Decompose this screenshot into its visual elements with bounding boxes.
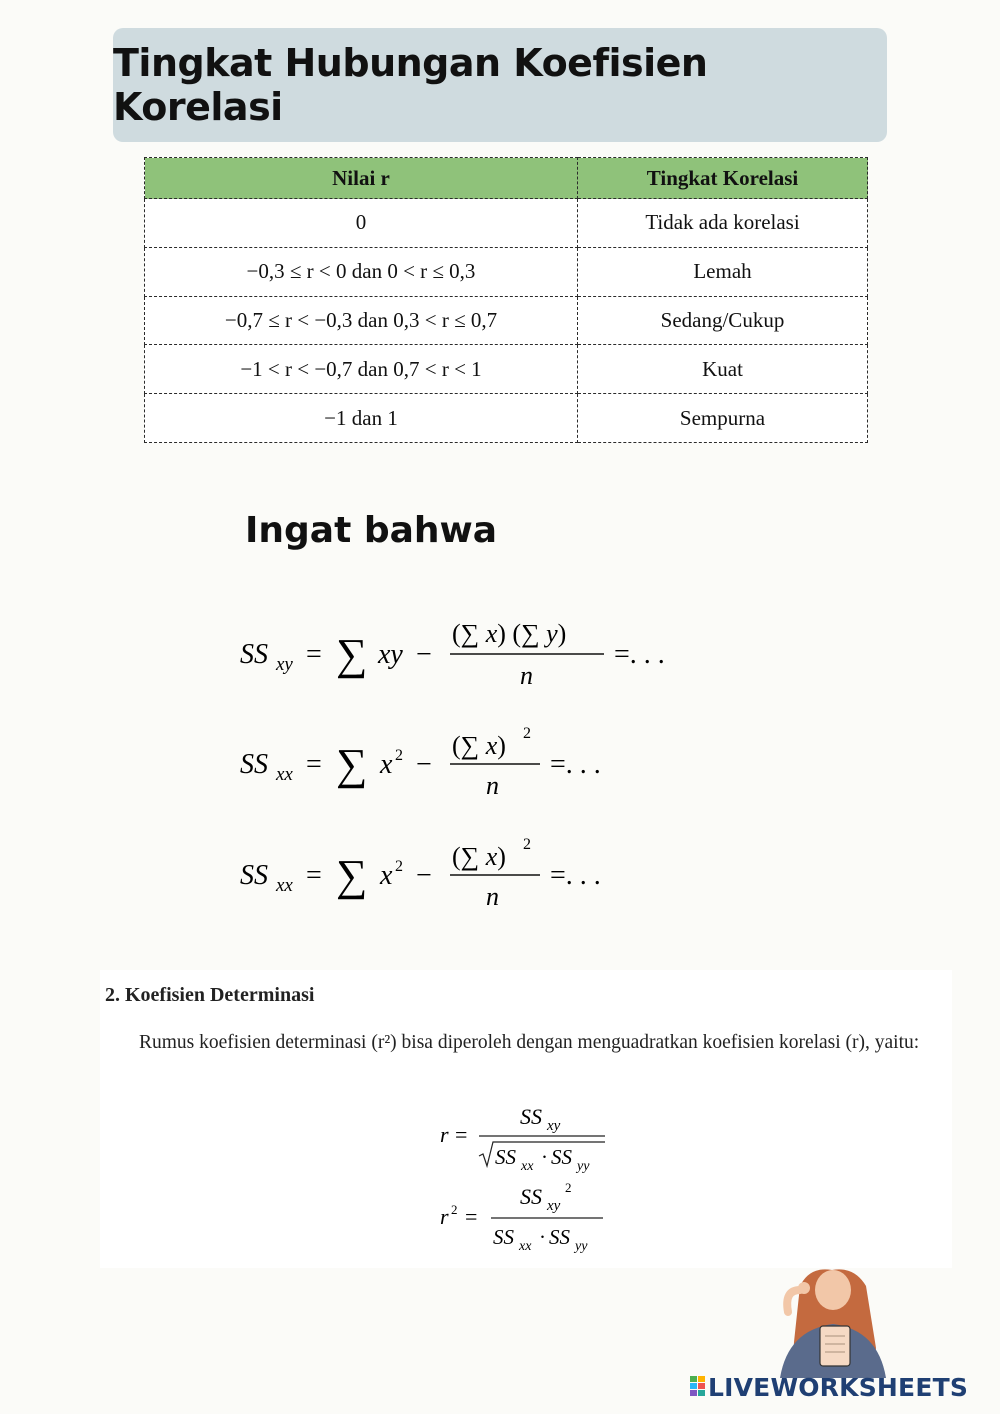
svg-text:2: 2	[395, 858, 403, 875]
svg-text:−: −	[416, 860, 432, 891]
header-tingkat-korelasi: Tingkat Korelasi	[578, 158, 868, 199]
svg-text:=: =	[455, 1122, 468, 1147]
svg-text:xy: xy	[547, 1118, 561, 1134]
svg-text:n: n	[486, 771, 499, 800]
reminder-heading: Ingat bahwa	[245, 510, 498, 551]
formula-ssxx-repeat	[240, 833, 640, 919]
svg-text:SS: SS	[520, 1184, 542, 1209]
svg-text:·: ·	[539, 1225, 546, 1249]
svg-text:x: x	[380, 749, 393, 780]
table-cell-level: Tidak ada korelasi	[578, 199, 868, 248]
svg-text:xx: xx	[521, 1159, 534, 1174]
svg-text:xx: xx	[519, 1239, 532, 1254]
svg-text:SS: SS	[549, 1225, 570, 1249]
brand-area	[690, 1268, 1000, 1414]
svg-text:=. . .: =. . .	[550, 749, 601, 780]
svg-text:=. . .: =. . .	[614, 639, 665, 670]
svg-text:SS: SS	[240, 749, 268, 780]
svg-text:xy: xy	[276, 654, 293, 675]
svg-text:r: r	[440, 1204, 449, 1229]
svg-text:=: =	[306, 749, 322, 780]
svg-text:n: n	[520, 661, 533, 690]
table-cell-range: −0,3 ≤ r < 0 dan 0 < r ≤ 0,3	[145, 247, 578, 296]
page-title: Tingkat Hubungan Koefisien Korelasi	[113, 41, 708, 129]
svg-text:2: 2	[523, 725, 531, 742]
svg-text:·: ·	[541, 1145, 548, 1169]
svg-text:xy: xy	[378, 639, 403, 670]
table-row	[145, 394, 868, 443]
table-row	[145, 345, 868, 394]
svg-text:−: −	[416, 749, 432, 780]
determination-equations	[435, 1102, 735, 1262]
title-banner	[113, 28, 887, 142]
svg-text:2: 2	[451, 1202, 458, 1217]
svg-text:=. . .: =. . .	[550, 860, 601, 891]
svg-text:SS: SS	[493, 1225, 514, 1249]
svg-text:(∑ x): (∑ x)	[452, 731, 506, 760]
section-title: 2. Koefisien Determinasi	[105, 984, 315, 1006]
determination-section	[100, 970, 952, 1268]
table-row	[145, 199, 868, 248]
table-cell-level: Kuat	[578, 345, 868, 394]
svg-text:(∑ x): (∑ x)	[452, 842, 506, 871]
svg-text:x: x	[380, 860, 393, 891]
svg-text:=: =	[465, 1204, 478, 1229]
table-cell-range: −1 dan 1	[145, 394, 578, 443]
svg-text:2: 2	[565, 1180, 572, 1195]
table-cell-level: Lemah	[578, 247, 868, 296]
brand-wordmark: LIVEWORKSHEETS	[708, 1373, 969, 1402]
svg-text:xx: xx	[276, 875, 293, 896]
table-cell-range: 0	[145, 199, 578, 248]
svg-text:yy: yy	[577, 1159, 590, 1174]
table-header-row	[145, 158, 868, 199]
table-cell-range: −0,7 ≤ r < −0,3 dan 0,3 < r ≤ 0,7	[145, 296, 578, 345]
formula-ssxy	[240, 612, 700, 698]
svg-text:SS: SS	[240, 639, 268, 670]
formula-ssxx	[240, 722, 640, 808]
svg-text:2: 2	[395, 747, 403, 764]
correlation-table	[144, 157, 868, 443]
svg-text:SS: SS	[520, 1104, 542, 1129]
svg-text:=: =	[306, 860, 322, 891]
svg-text:(∑ x) (∑ y): (∑ x) (∑ y)	[452, 619, 567, 648]
svg-text:∑: ∑	[336, 851, 368, 900]
svg-text:SS: SS	[551, 1145, 572, 1169]
thinking-woman-illustration	[770, 1268, 910, 1378]
svg-text:yy: yy	[575, 1239, 588, 1254]
svg-text:SS: SS	[240, 860, 268, 891]
table-row	[145, 247, 868, 296]
svg-text:n: n	[486, 882, 499, 911]
svg-text:∑: ∑	[336, 630, 368, 679]
svg-text:r: r	[440, 1122, 449, 1147]
svg-text:−: −	[416, 639, 432, 670]
table-row	[145, 296, 868, 345]
table-cell-level: Sempurna	[578, 394, 868, 443]
table-cell-level: Sedang/Cukup	[578, 296, 868, 345]
svg-text:xx: xx	[276, 764, 293, 785]
svg-text:∑: ∑	[336, 740, 368, 789]
svg-text:2: 2	[523, 836, 531, 853]
svg-text:xy: xy	[547, 1198, 561, 1214]
section-paragraph: Rumus koefisien determinasi (r²) bisa diperoleh dengan menguadratkan koefisien korelasi (r), yaitu:	[139, 1032, 920, 1053]
svg-text:=: =	[306, 639, 322, 670]
svg-text:SS: SS	[495, 1145, 516, 1169]
liveworksheets-logo-icon	[690, 1376, 706, 1396]
header-nilai-r: Nilai r	[145, 158, 578, 199]
table-cell-range: −1 < r < −0,7 dan 0,7 < r < 1	[145, 345, 578, 394]
